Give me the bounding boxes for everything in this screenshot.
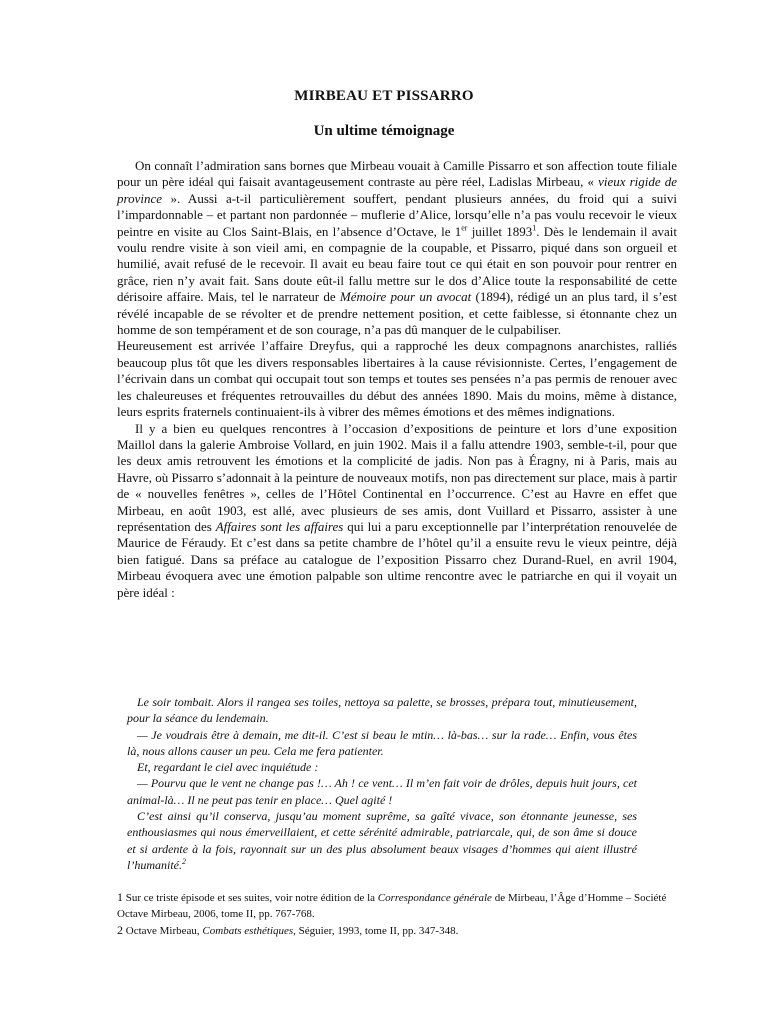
p1-text-d: . Dès le lendemain il avait voulu rendre visite à son vieil ami, en compagnie de la coupable, et Pissarro, piqué dans son orgueil et humilié, avait refusé de le recevoir. Il avait eu beau faire tout ce qui était en son pouvoir pour rentrer en grâce, rien n’y avait fait. Sans doute eût-il fallu mettre sur le dos d’Alice toute la responsabilité de cette dérisoire affaire. Mais, tel le narrateur de (117, 223, 677, 305)
footnote-2-text-b: , Séguier, 1993, tome II, pp. 347-348. (293, 925, 459, 937)
p1-text-c: juillet 1893 (467, 223, 533, 239)
footnotes (117, 889, 677, 939)
footnote-1-text-a: Sur ce triste épisode et ses suites, voir notre édition de la (123, 892, 378, 904)
footnote-1 (117, 889, 677, 922)
p1-superscript: er (461, 223, 468, 233)
block-quote (127, 694, 637, 873)
page-title: MIRBEAU ET PISSARRO (294, 88, 474, 104)
paragraph-2: Heureusement est arrivée l’affaire Dreyfus, qui a rapproché les deux compagnons anarchistes, ralliés beaucoup plus tôt que les divers responsables libertaires à la cause révisionniste. Certes, l’engagement de l’écrivain dans un combat qui occupait tout son temps et toutes ses pensées n’a pas permis de renouer avec les chaleureuses et fréquentes retrouvailles du début des années 1890. Mais du moins, même à distance, leurs esprits fraternels continuaient-ils à vibrer des mêmes émotions et des mêmes indignations. (117, 338, 677, 420)
footnote-ref-1: 1 (532, 223, 537, 233)
p3-text-b: qui lui a paru exceptionnelle par l’interprétation renouvelée de Maurice de Féraudy. Et c’est dans sa petite chambre de l’hôtel qu’il a ensuite revu le vieux peintre, déjà bien fatigué. Dans sa préface au catalogue de l’exposition Pissarro chez Durand-Ruel, en avril 1904, Mirbeau évoquera avec une émotion palpable son ultime rencontre avec le patriarche en qui il voyait un père idéal : (117, 518, 677, 600)
p3-text-a: Il y a bien eu quelques rencontres à l’occasion d’expositions de peinture et lors d’une exposition Maillol dans la galerie Ambroise Vollard, en juin 1902. Mais il a fallu attendre 1903, semble-t-il, pour que les deux amis retrouvent les émotions et la complicité de jadis. Non pas à Éragny, ni à Paris, mais au Havre, où Pissarro s’adonnait à la peinture de nouveaux motifs, non pas directement sur place, mais à partir de « nouvelles fenêtres », celles de l’Hôtel Continental en l’occurrence. C’est au Havre en effet que Mirbeau, en août 1903, est allé, avec plusieurs de ses amis, dont Vuillard et Pissarro, assister à une représentation des (117, 420, 677, 534)
footnote-2 (117, 922, 677, 939)
quote-line-5 (127, 808, 637, 873)
footnote-2-italic: Combats esthétiques (202, 925, 294, 937)
paragraph-3 (117, 421, 677, 601)
quote-line-3: Et, regardant le ciel avec inquiétude : (137, 760, 319, 775)
article-body (117, 158, 677, 601)
p1-text-e: (1894), rédigé un an plus tard, il s’est révélé incapable de se révolter et de prendre nettement position, et cette faiblesse, si étonnante chez un homme de son tempérament et de son courage, n’a pas dû manquer de le culpabiliser. (117, 289, 677, 338)
footnote-1-text-b: de Mirbeau, l’Âge d’Homme – Société Octave Mirbeau, 2006, tome II, pp. 767-768. (117, 892, 667, 920)
p1-text-a: On connaît l’admiration sans bornes que Mirbeau vouait à Camille Pissarro et son affection toute filiale pour un père idéal qui faisait avantageusement contraste au père réel, Ladislas Mirbeau, « (117, 158, 677, 190)
paragraph-1 (117, 158, 677, 338)
page-subtitle: Un ultime témoignage (313, 123, 455, 139)
footnote-2-number: 2 (117, 923, 123, 937)
quote-line-4: — Pourvu que le vent ne change pas !… Ah ! ce vent… Il m’en fait voir de drôles, depuis huit jours, cet animal-là… Il ne peut pas tenir en place… Quel agité ! (127, 776, 637, 807)
quote-line-2: — Je voudrais être à demain, me dit-il. C’est si beau le mtin… là-bas… sur la rade… Enfin, vous êtes là, nous allons causer un peu. Cela me fera patienter. (127, 727, 637, 758)
p1-text-b: ». Aussi a-t-il particulièrement souffert, pendant plusieurs années, du froid qui a suivi l’impardonnable – et partant non pardonnée – muflerie d’Alice, lorsqu’elle n’a pas voulu recevoir le vieux peintre en visite au Clos Saint-Blais, en l’absence d’Octave, le 1 (117, 190, 677, 239)
footnote-1-italic: Correspondance générale (377, 892, 492, 904)
p1-italic-quote: vieux rigide de province (117, 174, 677, 206)
footnote-ref-2: 2 (182, 856, 186, 866)
p3-italic-title: Affaires sont les affaires (215, 518, 344, 534)
p1-italic-title: Mémoire pour un avocat (339, 289, 472, 305)
footnote-1-number: 1 (117, 890, 123, 904)
quote-line-1: Le soir tombait. Alors il rangea ses toiles, nettoya sa palette, se brosses, prépara tout, minutieusement, pour la séance du lendemain. (127, 695, 637, 726)
footnote-2-text-a: Octave Mirbeau, (123, 925, 203, 937)
quote-line-5-text: C’est ainsi qu’il conserva, jusqu’au moment suprême, sa gaîté vivace, son étonnante jeunesse, ses enthousiasmes qui nous émerveillaient, et cette sérénité admirable, patriarcale, qui, de son âme si douce et si ardente à la fois, rayonnait sur un des plus absolument beaux visages d’hommes qui aient illustré l’humanité. (127, 809, 637, 872)
